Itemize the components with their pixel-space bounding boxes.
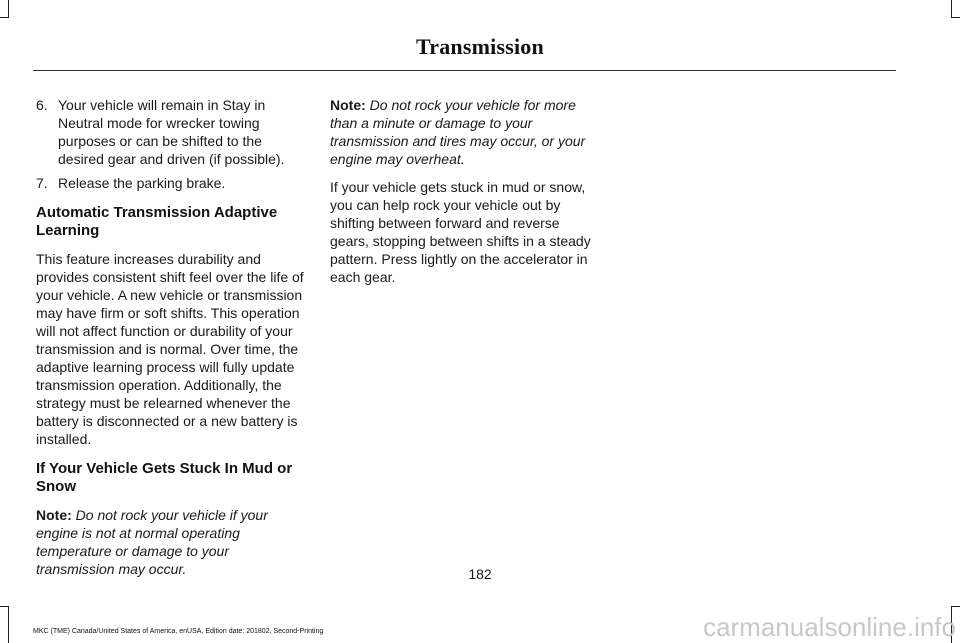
step-text: Release the parking brake.	[58, 175, 226, 191]
step-number: 7.	[36, 175, 48, 191]
note-paragraph	[330, 96, 602, 168]
crop-mark	[951, 606, 960, 607]
crop-mark	[8, 0, 9, 18]
list-item	[36, 174, 308, 192]
note-text: Do not rock your vehicle for more than a minute or damage to your transmission and tires may occur, or your engine may overheat.	[330, 97, 586, 167]
rocking-instructions-paragraph: If your vehicle gets stuck in mud or snow, you can help rock your vehicle out by shifting between forward and reverse gears, stopping between shifts in a steady pattern. Press lightly on the accelerator in each gear.	[330, 179, 591, 285]
list-item	[36, 96, 308, 168]
crop-mark	[0, 606, 9, 607]
left-column	[36, 96, 308, 588]
page-title: Transmission	[416, 34, 544, 59]
note-label: Note:	[36, 507, 72, 523]
page-number: 182	[468, 566, 492, 582]
note-label: Note:	[330, 97, 366, 113]
edition-footer: MKC (TME) Canada/United States of America, enUSA, Edition date: 201802, Second-Printing	[33, 628, 324, 635]
crop-mark	[0, 17, 9, 18]
crop-mark	[8, 606, 9, 643]
crop-mark	[951, 0, 952, 18]
right-column	[330, 96, 602, 296]
crop-mark	[951, 17, 960, 18]
step-text: Your vehicle will remain in Stay in Neutral mode for wrecker towing purposes or can be shifted to the desired gear and driven (if possible).	[58, 97, 285, 167]
header-divider	[33, 70, 896, 71]
step-number: 6.	[36, 97, 48, 113]
note-text: Do not rock your vehicle if your engine is not at normal operating temperature or damage to your transmission may occur.	[36, 507, 268, 577]
section-heading-stuck-in-mud: If Your Vehicle Gets Stuck In Mud or Snow	[36, 460, 293, 495]
adaptive-learning-paragraph: This feature increases durability and provides consistent shift feel over the life of your vehicle. A new vehicle or transmission may have firm or soft shifts. This operation will not affect function or durability of your transmission and is normal. Over time, the adaptive learning process will fully update transmission operation. Additionally, the strategy must be relearned whenever the battery is disconnected or a new battery is installed.	[36, 251, 304, 447]
watermark: carmanualsonline.info	[703, 612, 956, 642]
section-heading-adaptive-learning: Automatic Transmission Adaptive Learning	[36, 204, 278, 239]
